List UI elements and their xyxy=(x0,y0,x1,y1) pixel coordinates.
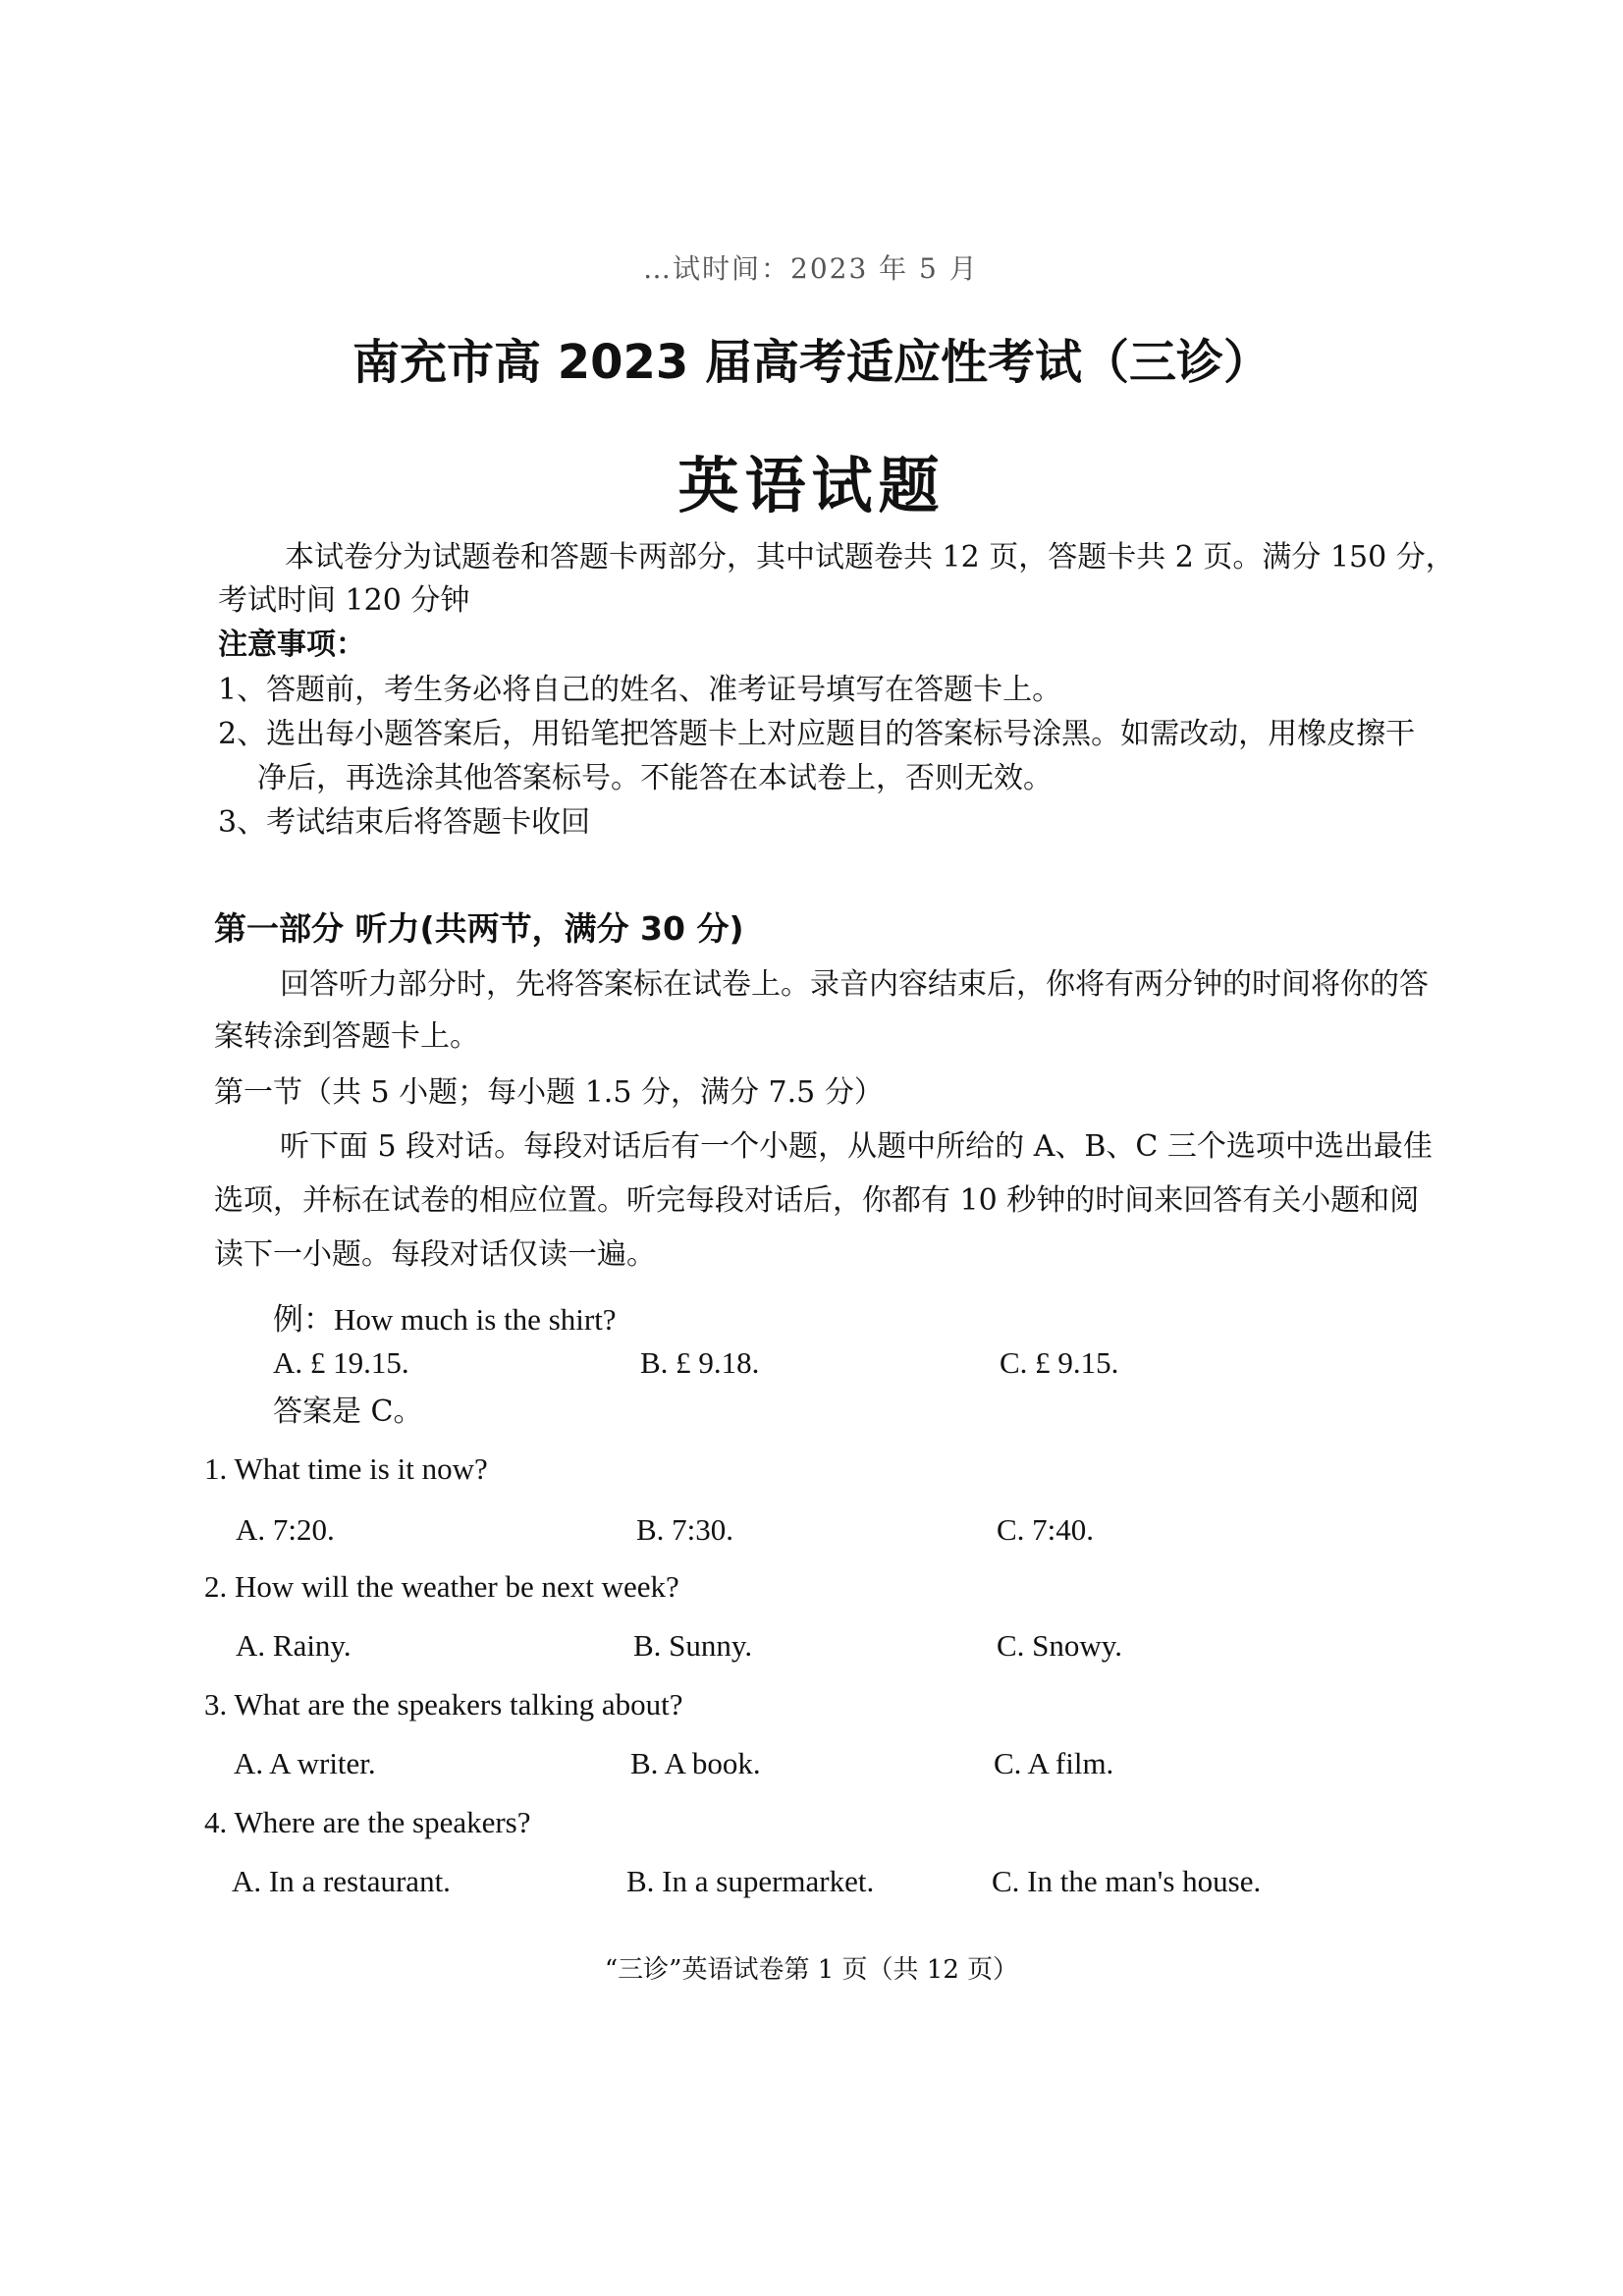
example-question: 例：How much is the shirt? xyxy=(273,1302,617,1337)
part1-desc-2: 案转涂到答题卡上。 xyxy=(214,1019,479,1054)
section1-heading: 第一节（共 5 小题；每小题 1.5 分，满分 7.5 分） xyxy=(214,1075,884,1110)
example-option-c: C. £ 9.15. xyxy=(1000,1345,1119,1380)
section1-instr-3: 读下一小题。每段对话仅读一遍。 xyxy=(214,1237,656,1272)
question-2-option-b: B. Sunny. xyxy=(633,1628,753,1663)
question-3-option-a: A. A writer. xyxy=(234,1746,376,1780)
question-4: 4. Where are the speakers? xyxy=(204,1805,531,1839)
question-2-option-c: C. Snowy. xyxy=(997,1628,1123,1663)
exam-title: 南充市高 2023 届高考适应性考试（三诊） xyxy=(352,335,1271,390)
note-item-2: 2、选出每小题答案后，用铅笔把答题卡上对应题目的答案标号涂黑。如需改动，用橡皮擦干 xyxy=(218,717,1416,751)
example-option-a: A. £ 19.15. xyxy=(273,1345,409,1380)
question-1-option-c: C. 7:40. xyxy=(997,1512,1095,1547)
question-3-option-b: B. A book. xyxy=(630,1746,761,1780)
question-1-option-b: B. 7:30. xyxy=(636,1512,734,1547)
question-1: 1. What time is it now? xyxy=(204,1451,488,1486)
question-4-option-b: B. In a supermarket. xyxy=(626,1864,875,1898)
question-2: 2. How will the weather be next week? xyxy=(204,1569,679,1604)
note-item-3: 3、考试结束后将答题卡收回 xyxy=(218,805,591,840)
question-3-option-c: C. A film. xyxy=(994,1746,1114,1780)
page-footer: “三诊”英语试卷第 1 页（共 12 页） xyxy=(604,1955,1019,1985)
note-item-2-cont: 净后，再选涂其他答案标号。不能答在本试卷上，否则无效。 xyxy=(257,761,1053,795)
example-option-b: B. £ 9.18. xyxy=(640,1345,760,1380)
section1-instr-1: 听下面 5 段对话。每段对话后有一个小题，从题中所给的 A、B、C 三个选项中选出最佳 xyxy=(280,1129,1433,1164)
question-3: 3. What are the speakers talking about? xyxy=(204,1687,683,1722)
intro-line-2: 考试时间 120 分钟 xyxy=(218,583,470,618)
exam-time-fragment: …试时间：2023 年 5 月 xyxy=(643,252,979,285)
note-item-1: 1、答题前，考生务必将自己的姓名、准考证号填写在答题卡上。 xyxy=(218,673,1062,707)
question-4-option-a: A. In a restaurant. xyxy=(232,1864,451,1898)
notes-heading: 注意事项： xyxy=(218,628,365,662)
intro-line-1: 本试卷分为试题卷和答题卡两部分，其中试题卷共 12 页，答题卡共 2 页。满分 150 分， xyxy=(285,540,1455,574)
example-answer: 答案是 C。 xyxy=(273,1394,423,1429)
part1-desc-1: 回答听力部分时，先将答案标在试卷上。录音内容结束后，你将有两分钟的时间将你的答 xyxy=(280,967,1429,1002)
question-4-option-c: C. In the man's house. xyxy=(992,1864,1262,1898)
subject-title: 英语试题 xyxy=(677,450,946,521)
question-1-option-a: A. 7:20. xyxy=(236,1512,335,1547)
question-2-option-a: A. Rainy. xyxy=(236,1628,352,1663)
part1-heading: 第一部分 听力(共两节，满分 30 分) xyxy=(214,909,744,948)
section1-instr-2: 选项，并标在试卷的相应位置。听完每段对话后，你都有 10 秒钟的时间来回答有关小题和阅 xyxy=(214,1183,1420,1218)
